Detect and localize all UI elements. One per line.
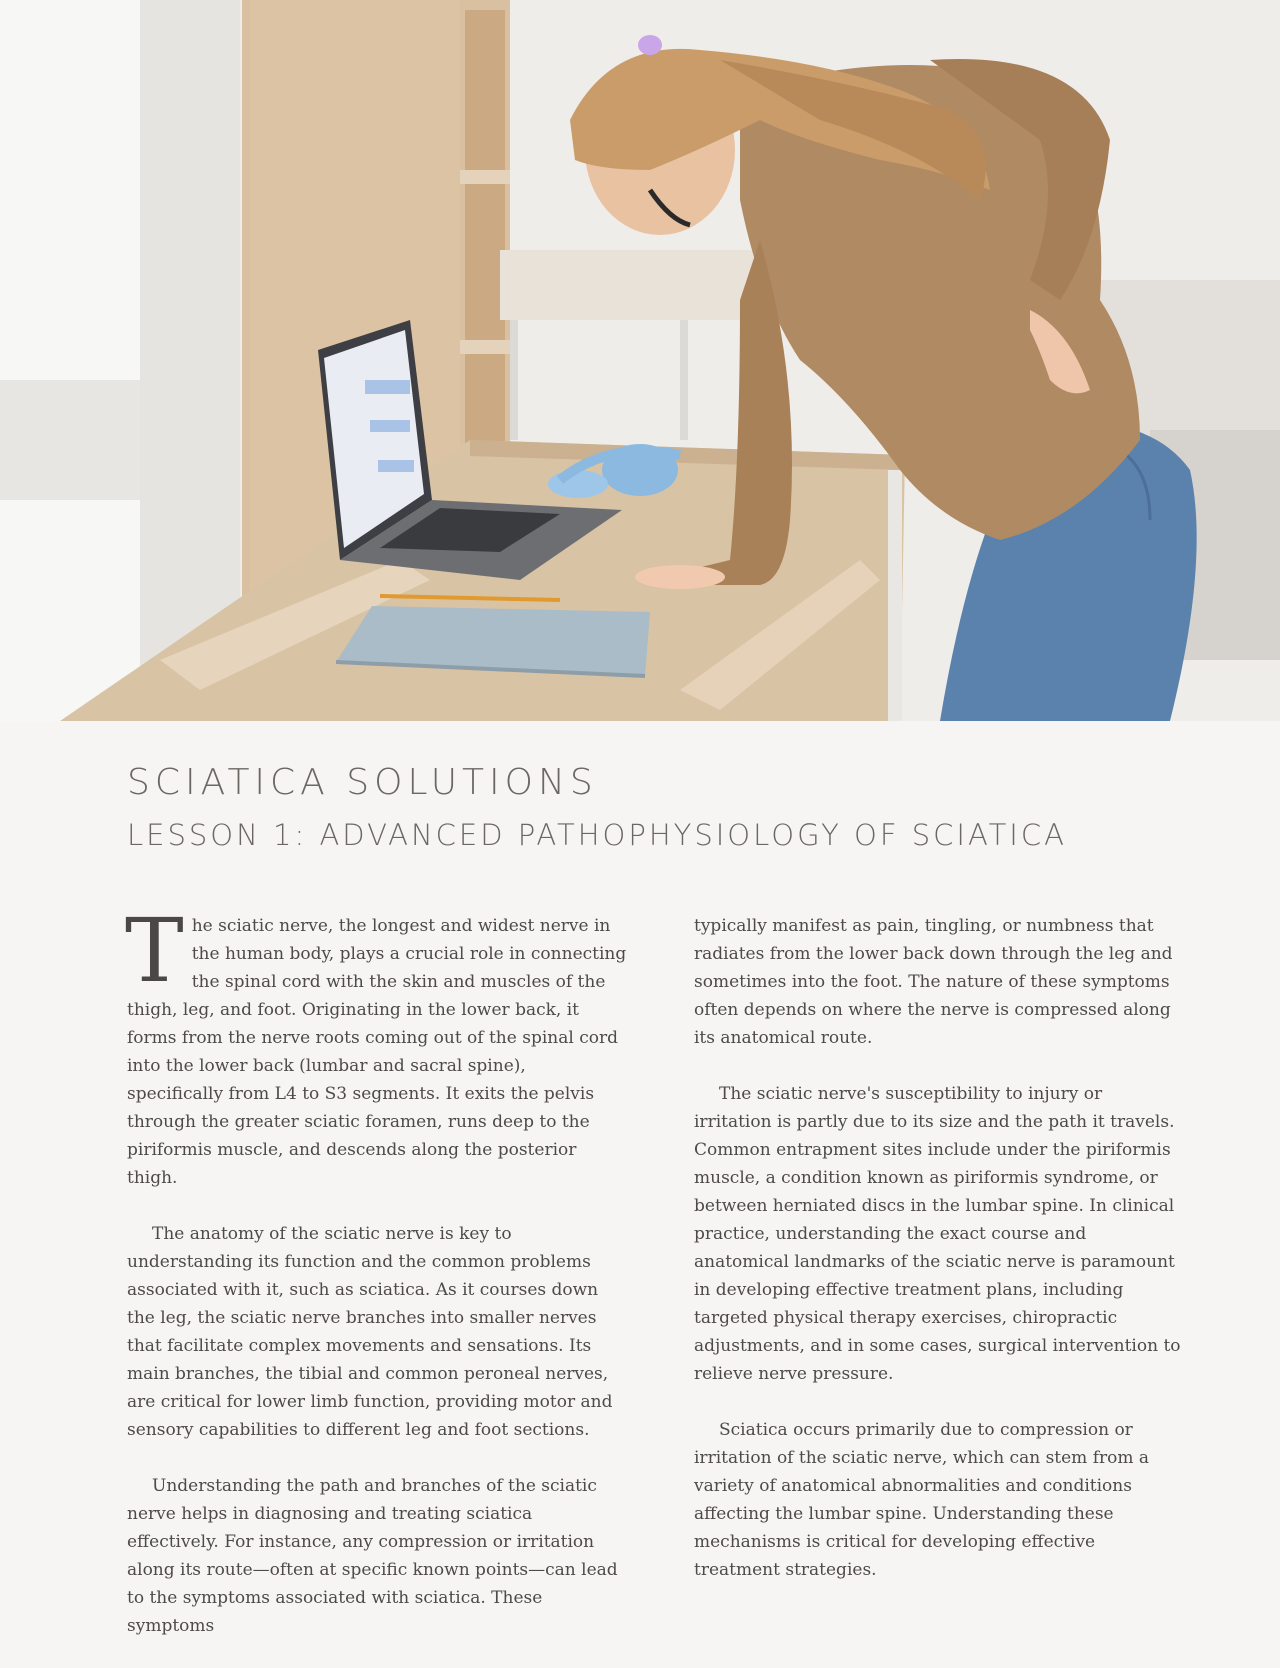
- paragraph-4: The sciatic nerve's susceptibility to injury or irritation is partly due to its size and the path it travels. Common entrapment sites include under the piriformis muscle, a condition known as piriformis syndrome, or between herniated discs in the lumbar spine. In clinical practice, understanding the exact course and anatomical landmarks of the sciatic nerve is paramount in developing effective treatment plans, including targeted physical therapy exercises, chiropractic adjustments, and in some cases, surgical intervention to relieve nerve pressure.: [694, 1084, 1181, 1384]
- hero-illustration: [0, 0, 1280, 721]
- lesson-subtitle: LESSON 1: ADVANCED PATHOPHYSIOLOGY OF SCIATICA: [127, 818, 1067, 852]
- paragraph-5: Sciatica occurs primarily due to compression or irritation of the sciatic nerve, which can stem from a variety of anatomical abnormalities and conditions affecting the lumbar spine. Understanding these mechanisms is critical for developing effective treatment strategies.: [694, 1420, 1150, 1580]
- article-column-right: [694, 912, 1184, 1612]
- paragraph-2: The anatomy of the sciatic nerve is key to understanding its function and the common problems associated with it, such as sciatica. As it courses down the leg, the sciatic nerve branches into smaller nerves that facilitate complex movements and sensations. Its main branches, the tibial and common peroneal nerves, are critical for lower limb function, providing motor and sensory capabilities to different leg and foot sections.: [127, 1224, 613, 1440]
- article-column-left: [125, 899, 627, 1668]
- page-title: SCIATICA SOLUTIONS: [127, 762, 598, 803]
- paragraph-1-text: he sciatic nerve, the longest and widest nerve in the human body, plays a crucial role in connecting the spinal cord with the skin and muscles of the thigh, leg, and foot. Originating in the lower back, it forms from the nerve roots coming out of the spinal cord into the lower back (lumbar and sacral spine), specifically from L4 to S3 segments. It exits the pelvis through the greater sciatic foramen, runs deep to the piriformis muscle, and descends along the posterior thigh.: [127, 916, 627, 1188]
- paragraph-1: [125, 899, 627, 1192]
- hero-image: [0, 0, 1280, 721]
- paragraph-3: Understanding the path and branches of the sciatic nerve helps in diagnosing and treating sciatica effectively. For instance, any compression or irritation along its route—often at specific known points—can lead to the symptoms associated with sciatica. These symptoms: [127, 1476, 618, 1636]
- drop-cap: T: [125, 899, 184, 1002]
- paragraph-3-continued: typically manifest as pain, tingling, or numbness that radiates from the lower back down through the leg and sometimes into the foot. The nature of these symptoms often depends on where the nerve is compressed along its anatomical route.: [694, 916, 1173, 1048]
